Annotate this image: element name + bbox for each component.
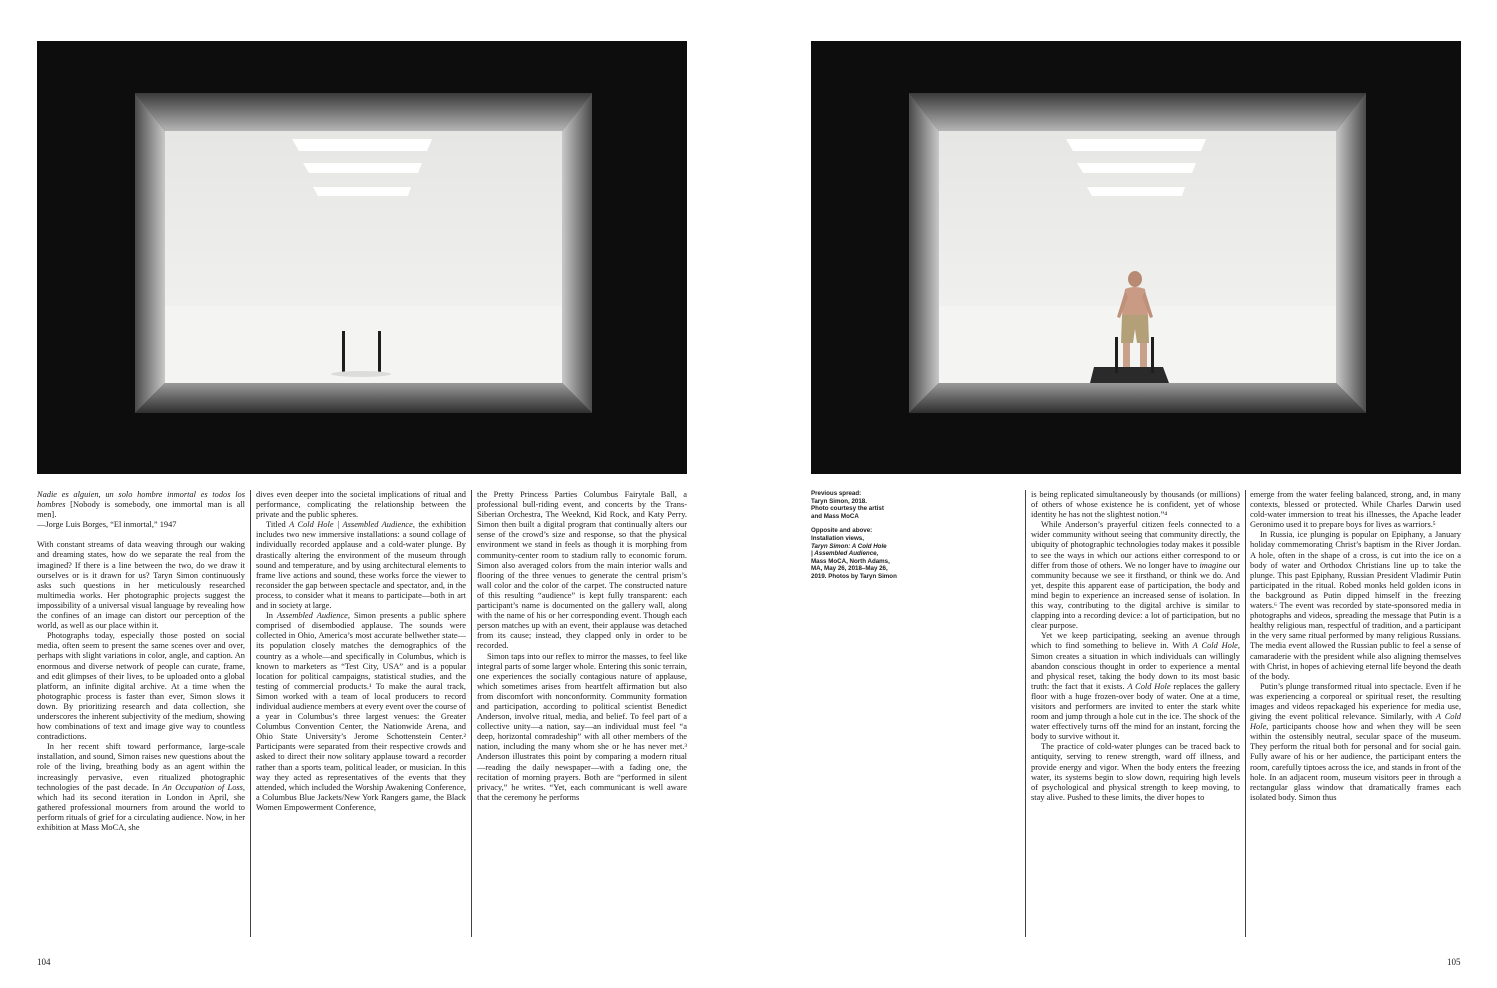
text-column-1 [37, 490, 245, 937]
text-column-2 [256, 490, 466, 937]
body-paragraph: The practice of cold-water plunges can be traced back to antiquity, serving to renew strength, ward off illness, and provide energy and vigor. When the body enters the freezing water, its systems begin to slow down, requiring high levels of psychological and physical strength to keep moving, to stay alive. Pushed to these limits, the diver hopes to [1031, 742, 1240, 802]
text-column-4 [1031, 490, 1240, 937]
caption-line: Taryn Simon, 2018. [811, 497, 867, 505]
page-number-right: 105 [1447, 957, 1461, 967]
text-run: In [266, 611, 278, 621]
text-run: , Simon presents a public sphere comprised of disembodied applause. The sounds were collected in Ohio, America’s most accurate bellwether state—its population closely matches the demographics of the country as a whole—and specifically in Columbus, which is known to marketers as “Test City, USA” and is a popular location for political campaigns, statistical studies, and the testing of commercial products.¹ To make the aural track, Simon worked with a team of local producers to record individual audience members at every event over the course of a year in Columbus’s three largest venues: the Greater Columbus Convention Center, the Nationwide Arena, and Ohio State University’s Jerome Schottenstein Center.² Participants were separated from their respective crowds and asked to direct their now solitary applause toward a recorder rather than a sports team, political leader, or musician. In this way they acted as representatives of the events that they attended, which included the Worship Awakening Conference, a Columbus Blue Jackets/New York Rangers game, the Black Women Empowerment Conference, [256, 611, 466, 812]
body-paragraph [256, 520, 466, 611]
caption-line: and Mass MoCA [811, 512, 859, 520]
emphasis: imagine [1199, 560, 1227, 570]
caption-line: Previous spread: [811, 490, 862, 497]
body-paragraph [1031, 520, 1240, 631]
work-title: A Cold Hole | Assembled Audience [289, 520, 413, 530]
body-paragraph [1250, 682, 1461, 803]
body-paragraph: In Russia, ice plunging is popular on Epiphany, a January holiday commemorating Christ’s baptism in the River Jordan. A hole, often in the shape of a cross, is cut into the ice on a body of water and Orthodox Christians line up to take the plunge. This past Epiphany, Russian President Vladimir Putin participated in the ritual. Robed monks held golden icons in the background as Putin dipped himself in the freezing waters.⁶ The event was recorded by state-sponsored media in photographs and videos, spreading the message that Putin is a healthy religious man, respectful of tradition, and a participant in the very same ritual performed by many religious Russians. The media event allowed the Russian public to feel a sense of camaraderie with the president while also aligning themselves with Christ, in hopes of achieving eternal life beyond the death of the body. [1250, 530, 1461, 681]
page-number-left: 104 [37, 957, 51, 967]
text-run: Yet we keep participating, seeking an avenue through which to find something to believe in. With [1031, 631, 1240, 651]
body-paragraph: emerge from the water feeling balanced, strong, and, in many contexts, blessed or protected. While Charles Darwin used cold-water immersion to treat his illnesses, the Apache leader Geronimo used it to prepare boys for lives as warriors.⁵ [1250, 490, 1461, 530]
caption-line: Taryn Simon: A Cold Hole [811, 542, 887, 550]
caption-line: Mass MoCA, North Adams, [811, 557, 890, 565]
epigraph-spanish: Nadie es alguien, un solo hombre inmortal es todos los hombres [37, 490, 245, 510]
caption-line: Installation views, [811, 534, 864, 542]
body-paragraph: Photographs today, especially those posted on social media, often seem to present the same scenes over and over, perhaps with slight variations in color, angle, and caption. An enormous and diverse network of people can curate, frame, and edit glimpses of their lives, to be uploaded onto a global platform, an infinite digital archive. At a time when the photographic process is faster than ever, Simon slows it down. By prioritizing research and data collection, she underscores the inherent subjectivity of the medium, showing how combinations of text and image give way to countless contradictions. [37, 631, 245, 742]
epigraph [37, 490, 245, 520]
column-rule [1245, 490, 1246, 937]
body-paragraph: With constant streams of data weaving through our waking and dreaming states, how do we separate the real from the imagined? If there is a line between the two, do we draw it ourselves or is it drawn for us? Taryn Simon continuously asks such questions in her meticulously researched multimedia works. Her photographic projects suggest the impossibility of a universal visual language by revealing how the confines of an image can distort our perception of the world, as well as our place within it. [37, 540, 245, 631]
body-paragraph: the Pretty Princess Parties Columbus Fairytale Ball, a professional bull-riding event, and concerts by the Trans-Siberian Orchestra, The Weeknd, Kid Rock, and Katy Perry. Simon then built a digital program that continually alters our sense of the crowd’s size and response, so that the physical environment we stand in feels as though it is morphing from community-center room to stadium rally to economic forum. Simon also averaged colors from the main interior walls and flooring of the three venues to generate the central prism’s wall color and the color of the carpet. The constructed nature of this resulting “audience” is kept fully transparent: each participant’s name is documented on the gallery wall, along with the name of his or her corresponding event. Though each person matches up with an event, their applause was detached from its cause; instead, they clapped only in order to be recorded. [477, 490, 687, 651]
photo-caption [811, 490, 931, 581]
column-rule [250, 490, 251, 937]
caption-line: MA, May 26, 2018–May 26, [811, 565, 888, 573]
work-title: A Cold Hole [1192, 641, 1238, 651]
epigraph-attribution: —Jorge Luis Borges, “El inmortal,” 1947 [37, 520, 177, 530]
installation-photo-man-at-ice-hole [811, 41, 1461, 474]
text-run: , which had its second iteration in London in April, she gathered professional mourners from around the world to perform rituals of grief for a circulating audience. Now, in her exhibition at Mass MoCA, she [37, 782, 245, 832]
epigraph-english: [Nobody is somebody, one immortal man is all men]. [37, 500, 245, 520]
text-run: In her recent shift toward performance, large-scale installation, and sound, Simon raises new questions about the role of the living, breathing body as an agent within the increasingly pervasive, even ritualized photographic technologies of the past decade. In [37, 742, 245, 792]
work-title: A Cold Hole [1127, 681, 1171, 691]
text-run: replaces the gallery floor with a huge frozen-over body of water. One at a time, visitors and performers are invited to enter the stark white room and jump through a hole cut in the ice. The shock of the water effectively turns off the mind for an instant, forcing the body to survive without it. [1031, 681, 1240, 742]
text-run: our community because we see it firsthand, or think we do. And yet, despite this apparent ease of participation, the body and mind begin to experience an increased sense of isolation. In this way, contributing to the digital archive is similar to clapping into a recording device: a lot of participation, but no clear purpose. [1031, 560, 1240, 631]
work-title: An Occupation of Loss [162, 782, 243, 792]
column-rule [471, 490, 472, 937]
photo-man-at-ice-hole-graphic [811, 41, 1461, 474]
text-run: , the exhibition includes two new immersive installations: a sound collage of individually recorded applause and a cold-water plunge. By drastically altering the environment of the museum through sound and temperature, and by using architectural elements to frame live actions and sound, these works force the viewer to reconsider the gap between spectacle and spectator, and, in the process, to consider what it means to participate—both in art and in society at large. [256, 520, 466, 611]
photo-empty-room-graphic [37, 41, 687, 474]
work-title: Assembled Audience [277, 611, 348, 621]
body-paragraph [37, 742, 245, 833]
text-column-5 [1250, 490, 1461, 937]
caption-line: | Assembled Audience, [811, 550, 879, 558]
body-paragraph [256, 611, 466, 813]
installation-photo-empty-room [37, 41, 687, 474]
column-rule [1025, 490, 1026, 937]
text-run: , Simon creates a situation in which individuals can willingly abandon conscious thought in order to experience a mental and physical reset, taking the body down to its most basic truth: the fact that it exists. [1031, 641, 1240, 691]
text-run: While Anderson’s prayerful citizen feels connected to a wider community without seeing that community directly, the ubiquity of photographic technologies today makes it possible to see the ways in which our actions either correspond to or differ from those of others. We no longer have to [1031, 520, 1240, 570]
caption-line: Photo courtesy the artist [811, 505, 884, 513]
text-column-3 [477, 490, 687, 937]
text-run: Putin’s plunge transformed ritual into spectacle. Even if he was experiencing a corporeal or spiritual reset, the resulting images and videos repackaged his experience for media use, giving the event political relevance. Similarly, with [1250, 681, 1461, 722]
work-title: A Cold Hole [1250, 712, 1461, 732]
body-paragraph: Simon taps into our reflex to mirror the masses, to feel like integral parts of some larger whole. Entering this sonic terrain, one experiences the socially contagious nature of applause, which sometimes arises from heartfelt affirmation but also from discomfort with nonconformity. Community formation and participation, according to political scientist Benedict Anderson, involve ritual, media, and belief. To feel part of a collective unity—a nation, say—an individual must feel “a deep, horizontal comradeship” with all other members of the nation, including the many whom she or he has never met.³ Anderson illustrates this point by comparing a modern ritual—reading the daily newspaper—with a fading one, the recitation of morning prayers. Both are “performed in silent privacy,” he writes. “Yet, each communicant is well aware that the ceremony he performs [477, 651, 687, 802]
caption-line: Opposite and above: [811, 527, 873, 535]
body-paragraph: is being replicated simultaneously by thousands (or millions) of others of whose existence he is confident, yet of whose identity he has not the slightest notion.”⁴ [1031, 490, 1240, 520]
text-run: Titled [266, 520, 290, 530]
body-paragraph [1031, 631, 1240, 742]
caption-line: 2019. Photos by Taryn Simon [811, 572, 897, 580]
body-paragraph: dives even deeper into the societal implications of ritual and performance, complicating the relationship between the private and the public spheres. [256, 490, 466, 520]
text-run: , participants choose how and when they will be seen within the ostensibly neutral, secular space of the museum. They perform the ritual both for personal and for social gain. Fully aware of his or her audience, the participant enters the room, carefully tiptoes across the ice, and stands in front of the hole. In an adjacent room, museum visitors peer in through a rectangular glass window that dramatically frames each isolated body. Simon thus [1250, 722, 1461, 802]
